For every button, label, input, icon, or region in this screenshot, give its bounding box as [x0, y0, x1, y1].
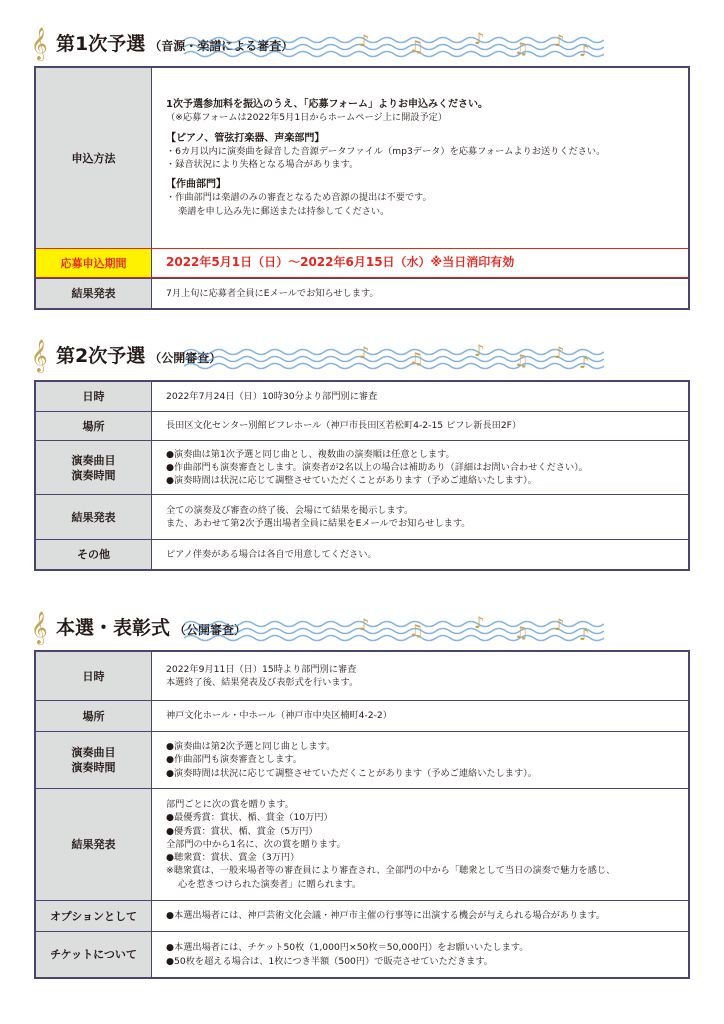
section-title: 第1次予選 （音源・楽譜による審査） [56, 33, 294, 55]
music-wave-decoration-icon [184, 28, 604, 62]
row-label: 場所 [36, 701, 152, 731]
svg-text:♪: ♪ [359, 615, 370, 634]
section-title: 本選・表彰式 （公開審査） [56, 617, 247, 639]
svg-text:♪: ♪ [579, 625, 590, 644]
table-row-date [36, 382, 688, 411]
row-value: ●演奏曲は第2次予選と同じ曲とします。 ●作曲部門も演奏審査とします。 ●演奏時間は状況に応じて調整させていただくことがあります（予めご連絡いたします）。 [166, 741, 537, 779]
row-value: 全ての演奏及び審査の終了後、会場にて結果を掲示します。 また、あわせて第2次予選出場者全員に結果をEメールでお知らせします。 [166, 504, 471, 529]
svg-text:♪: ♪ [579, 353, 590, 372]
treble-clef-icon: 𝄞 [31, 27, 48, 60]
svg-text:♪: ♪ [474, 29, 485, 48]
svg-text:♪: ♪ [579, 41, 590, 60]
svg-text:♪: ♪ [474, 341, 485, 360]
row-label: 結果発表 [36, 789, 152, 900]
svg-text:♫: ♫ [409, 621, 424, 640]
table-row-apply-method [36, 68, 688, 248]
row-value: ●演奏曲は第1次予選と同じ曲とし、複数曲の演奏順は任意とします。 ●作曲部門も演奏審査とします。演奏者が2名以上の場合は補助あり（詳細はお問い合わせください）。 ●演奏時間は状況に応じて調整させていただくことがあります（予めご連絡いたします）。 [166, 448, 588, 487]
info-table [34, 650, 690, 979]
row-label: 結果発表 [36, 495, 152, 539]
row-value: 2022年7月24日（日）10時30分より部門別に審査 [166, 390, 378, 402]
table-row-pieces [36, 731, 688, 788]
row-value: ピアノ伴奏がある場合は各自で用意してください。 [166, 548, 377, 560]
svg-text:♪: ♪ [554, 31, 565, 50]
svg-text:♫: ♫ [514, 39, 529, 58]
treble-clef-icon: 𝄞 [31, 611, 48, 644]
row-label: オプションとして [36, 901, 152, 931]
section-final-and-award [31, 611, 690, 967]
table-row-ticket [36, 931, 688, 977]
table-row-result [36, 278, 688, 308]
row-label: 場所 [36, 412, 152, 440]
row-value: 2022年9月11日（日）15時より部門別に審査 本選終了後、結果発表及び表彰式を行います。 [166, 663, 359, 688]
row-label: チケットについて [36, 932, 152, 977]
table-row-date [36, 652, 688, 700]
svg-text:♪: ♪ [474, 613, 485, 632]
row-label: 応募申込期間 [36, 249, 152, 277]
section-title: 第2次予選 （公開審査） [56, 345, 222, 367]
info-table [34, 66, 690, 310]
row-label: 結果発表 [36, 279, 152, 308]
section-second-preliminary [31, 339, 690, 561]
svg-text:♪: ♪ [554, 615, 565, 634]
section-header [31, 339, 690, 374]
row-label: その他 [36, 540, 152, 569]
row-value: 7月上旬に応募者全員にEメールでお知らせします。 [166, 287, 379, 299]
section-header [31, 27, 690, 62]
info-table [34, 380, 690, 571]
music-wave-decoration-icon [184, 612, 604, 646]
svg-text:♪: ♪ [554, 343, 565, 362]
row-value: 神戸文化ホール・中ホール（神戸市中央区楠町4-2-2） [166, 710, 392, 722]
svg-text:♪: ♪ [359, 343, 370, 362]
row-label: 日時 [36, 382, 152, 411]
table-row-pieces [36, 440, 688, 494]
table-row-place [36, 411, 688, 440]
table-row-result [36, 494, 688, 539]
svg-text:♪: ♪ [359, 31, 370, 50]
row-value: 2022年5月1日（日）～2022年6月15日（水）※当日消印有効 [166, 255, 515, 270]
section-header [31, 611, 690, 646]
svg-text:♫: ♫ [409, 349, 424, 368]
svg-text:♫: ♫ [514, 351, 529, 370]
row-label: 演奏曲目 演奏時間 [36, 441, 152, 494]
table-row-other [36, 539, 688, 569]
row-value: ●本選出場者には、神戸芸術文化会議・神戸市主催の行事等に出演する機会が与えられる場合があります。 [166, 910, 606, 922]
row-value: ●本選出場者には、チケット50枚（1,000円×50枚＝50,000円）をお願いいたします。 ●50枚を超える場合は、1枚につき半額（500円）で販売させていただきます。 [166, 942, 529, 967]
row-label: 演奏曲目 演奏時間 [36, 732, 152, 788]
svg-text:♫: ♫ [514, 623, 529, 642]
row-label: 日時 [36, 652, 152, 700]
row-value: 部門ごとに次の賞を贈ります。 ●最優秀賞：賞状、楯、賞金（10万円） ●優秀賞：賞状、楯、賞金（5万円） 全部門の中から1名に、次の賞を贈ります。 ●聴衆賞：賞状、賞金（3万円） ※聴衆賞は、一般来場者等の審査員により審査され、全部門の中から「聴衆として当日の演奏で魅力を感じ、 心を惹きつけられた演奏者」に贈られます。 [166, 799, 616, 890]
table-row-option [36, 900, 688, 931]
row-value: 1次予選参加料を振込のうえ、「応募フォーム」よりお申込みください。 （※応募フォームは2022年5月1日からホームページ上に開設予定） 【ピアノ、管弦打楽器、声楽部門】 ・6カ月以内に演奏曲を録音した音源データファイル（mp3データ）を応募フォームよりお送りください。 ・録音状況により失格となる場合があります。 【作曲部門】 ・作曲部門は楽譜のみの審査となるため音源の提出は不要です。 楽譜を申し込み先に郵送または持参してください。 [166, 99, 606, 217]
table-row-application-period [36, 248, 688, 278]
music-wave-decoration-icon [184, 340, 604, 374]
row-label: 申込方法 [36, 68, 152, 248]
row-value: 長田区文化センター別館ピフレホール（神戸市長田区若松町4-2-15 ピフレ新長田2F） [166, 420, 522, 432]
section-first-preliminary [31, 27, 690, 300]
table-row-result [36, 788, 688, 900]
svg-text:♫: ♫ [409, 37, 424, 56]
table-row-place [36, 700, 688, 731]
treble-clef-icon: 𝄞 [31, 339, 48, 372]
